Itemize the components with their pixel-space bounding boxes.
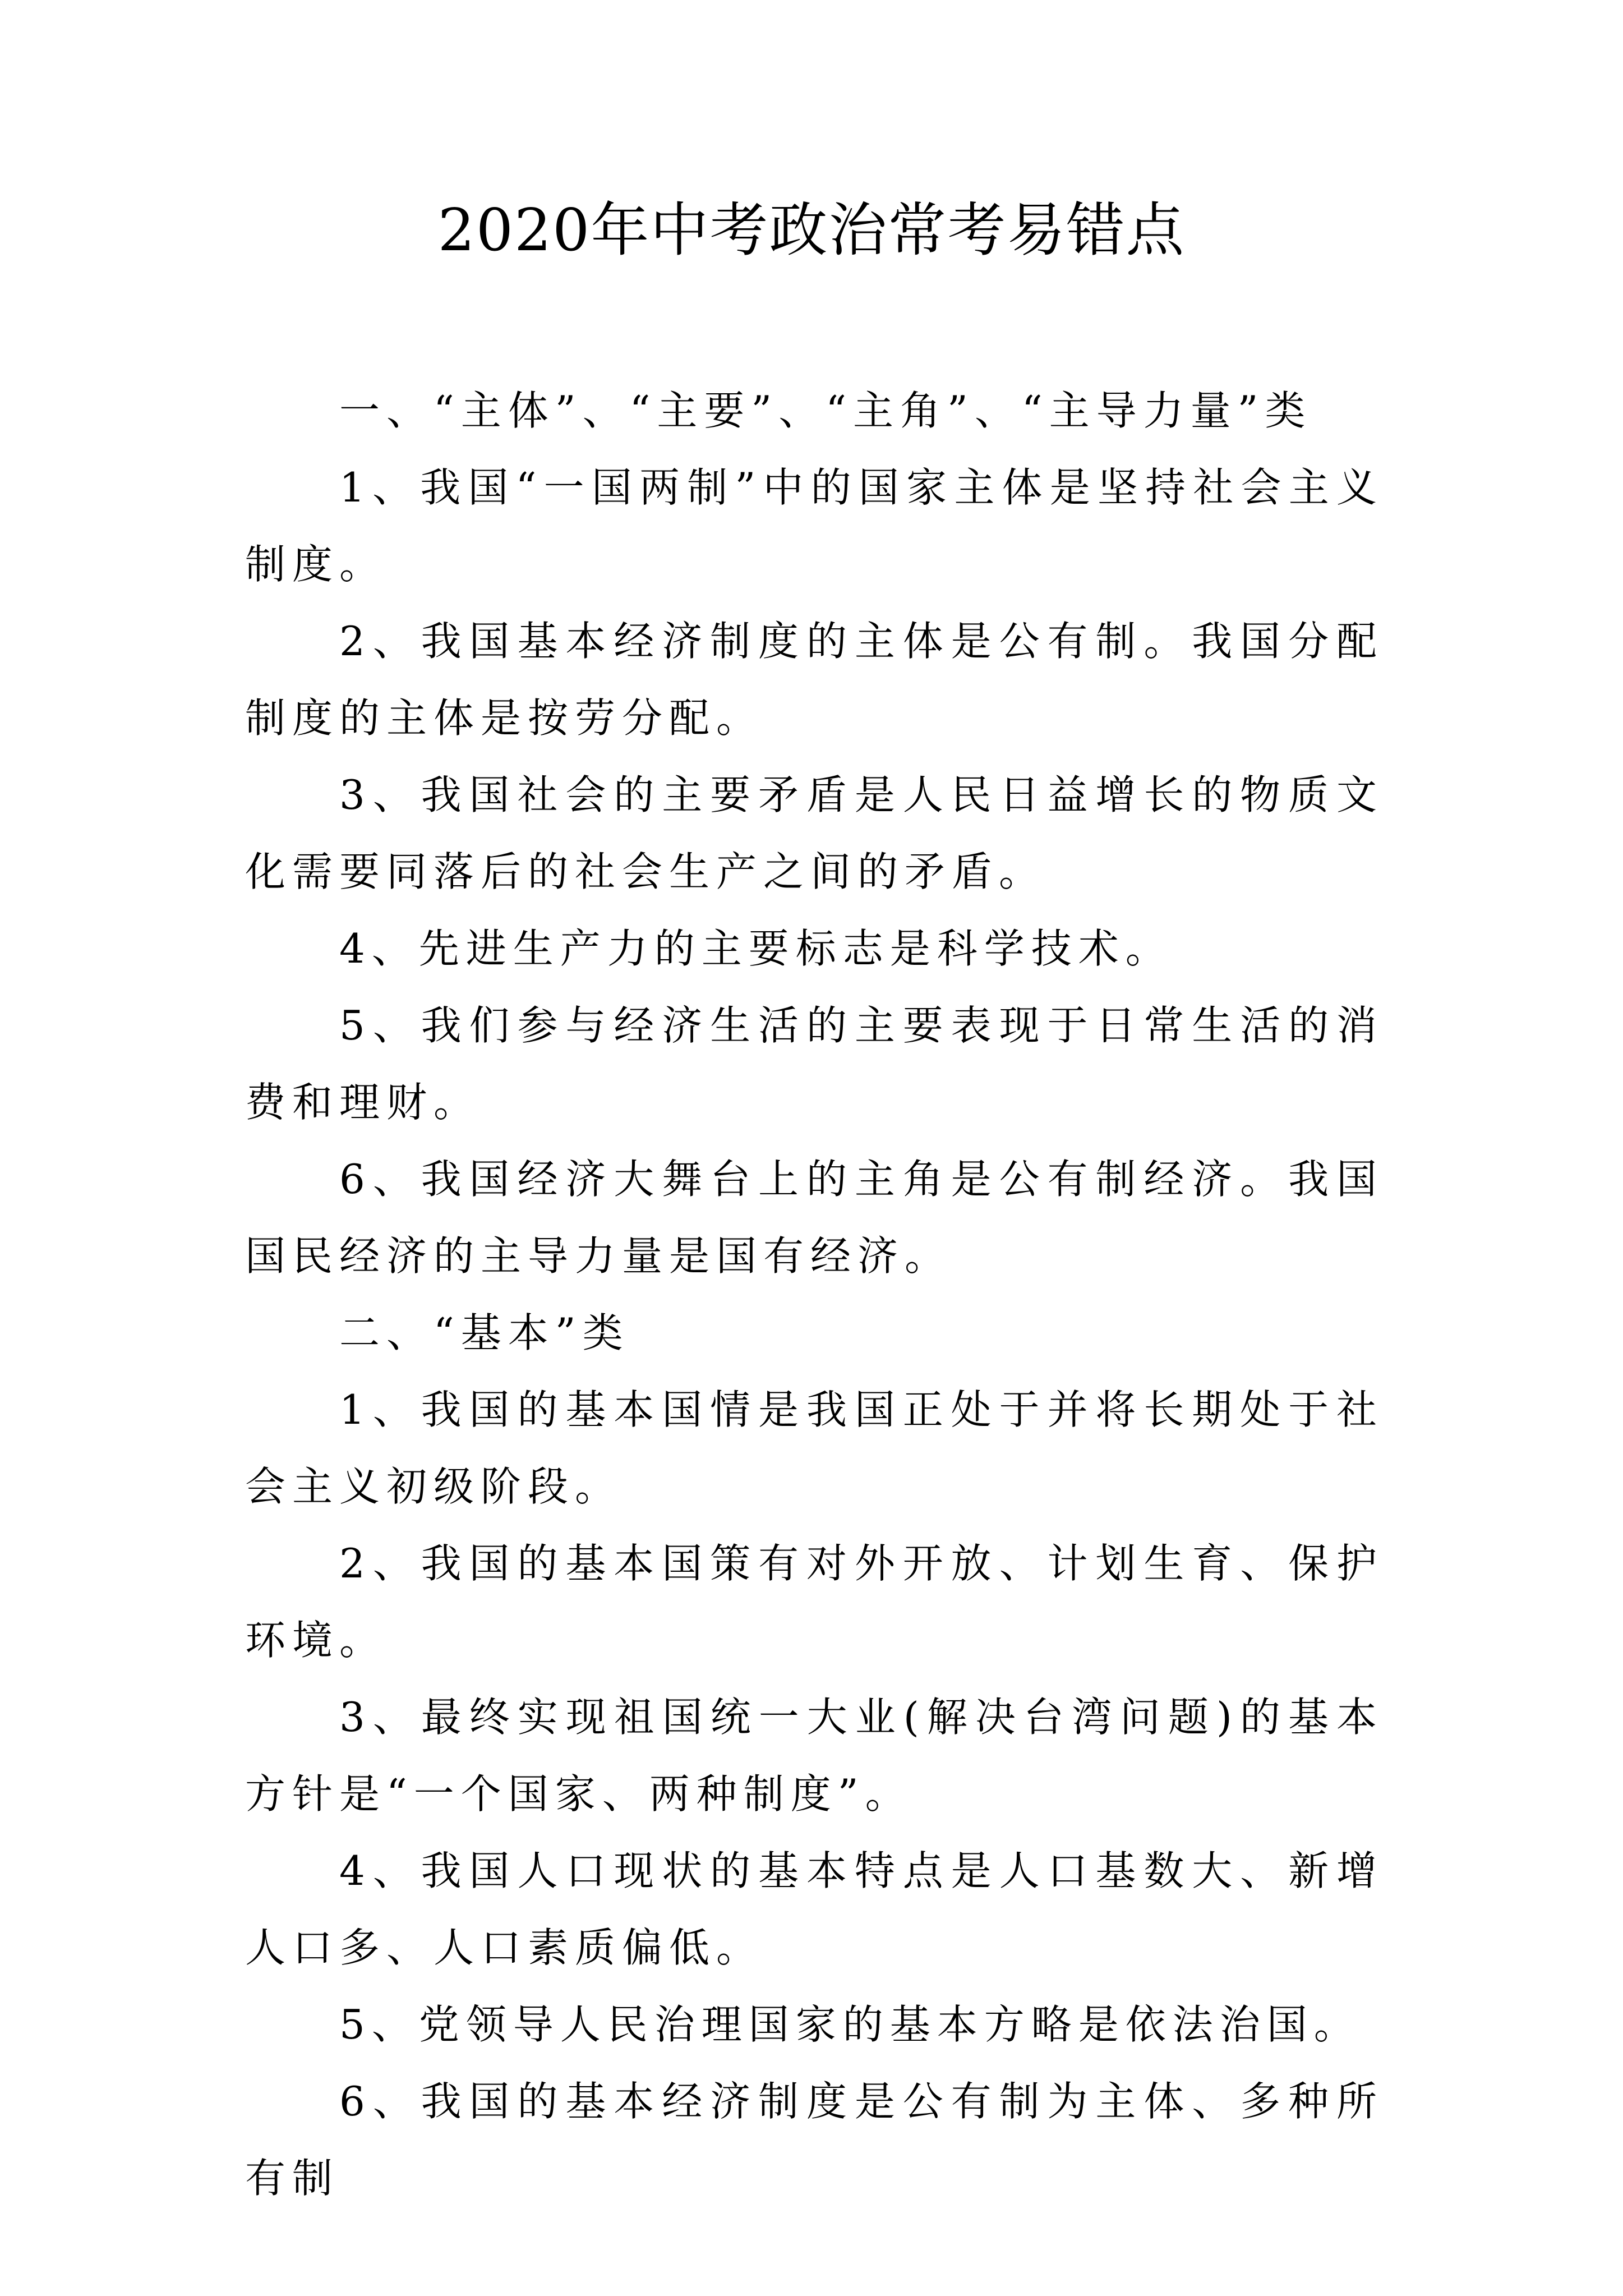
paragraph: 5、我们参与经济生活的主要表现于日常生活的消费和理财。 <box>245 1002 1384 1126</box>
paragraph: 4、我国人口现状的基本特点是人口基数大、新增人口多、人口素质偏低。 <box>245 1847 1384 1971</box>
paragraph: 2、我国的基本国策有对外开放、计划生育、保护环境。 <box>245 1540 1384 1664</box>
document-body <box>245 372 1384 2217</box>
section-heading-1: 一、“主体”、“主要”、“主角”、“主导力量”类 <box>339 387 1312 434</box>
paragraph: 4、先进生产力的主要标志是科学技术。 <box>339 925 1173 972</box>
paragraph: 3、我国社会的主要矛盾是人民日益增长的物质文化需要同落后的社会生产之间的矛盾。 <box>245 771 1384 895</box>
paragraph: 1、我国的基本国情是我国正处于并将长期处于社会主义初级阶段。 <box>245 1386 1384 1510</box>
section-heading-2: 二、“基本”类 <box>339 1309 630 1356</box>
paragraph: 6、我国经济大舞台上的主角是公有制经济。我国国民经济的主导力量是国有经济。 <box>245 1156 1384 1280</box>
paragraph: 2、我国基本经济制度的主体是公有制。我国分配制度的主体是按劳分配。 <box>245 618 1384 742</box>
paragraph: 5、党领导人民治理国家的基本方略是依法治国。 <box>339 2001 1361 2048</box>
paragraph: 1、我国“一国两制”中的国家主体是坚持社会主义制度。 <box>245 464 1384 588</box>
document-title: 2020年中考政治常考易错点 <box>437 196 1186 264</box>
paragraph: 3、最终实现祖国统一大业(解决台湾问题)的基本方针是“一个国家、两种制度”。 <box>245 1694 1384 1818</box>
paragraph: 6、我国的基本经济制度是公有制为主体、多种所有制 <box>245 2078 1384 2202</box>
